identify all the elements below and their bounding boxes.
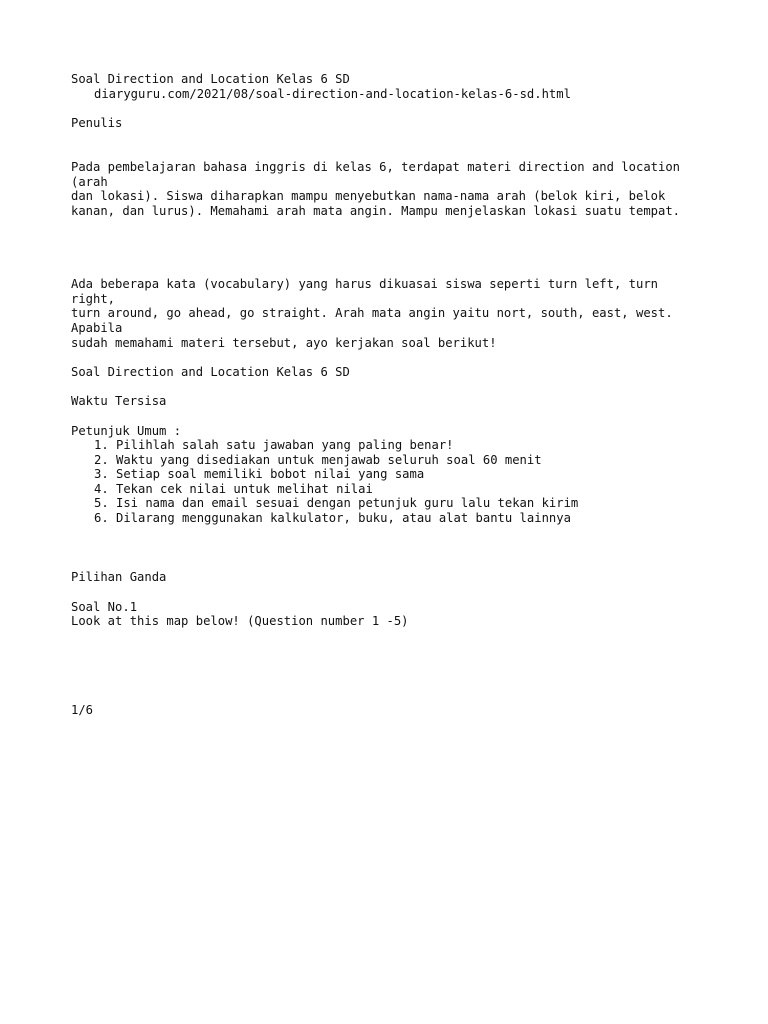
page-indicator: 1/6: [71, 703, 94, 717]
list-item: 4. Tekan cek nilai untuk melihat nilai: [116, 482, 578, 497]
vocab-paragraph-line: Ada beberapa kata (vocabulary) yang harus dikuasai siswa seperti turn left, turn: [71, 277, 658, 291]
vocab-paragraph-line: Apabila: [71, 321, 123, 335]
list-item: 6. Dilarang menggunakan kalkulator, buku, atau alat bantu lainnya: [116, 511, 578, 526]
document-title: Soal Direction and Location Kelas 6 SD: [71, 72, 350, 86]
list-item: 1. Pilihlah salah satu jawaban yang paling benar!: [116, 438, 578, 453]
vocab-paragraph-line: turn around, go ahead, go straight. Arah mata angin yaitu nort, south, east, west.: [71, 306, 673, 320]
author-label: Penulis: [71, 116, 123, 130]
intro-paragraph-line: (arah: [71, 175, 108, 189]
list-item: 5. Isi nama dan email sesuai dengan petunjuk guru lalu tekan kirim: [116, 496, 578, 511]
intro-paragraph-line: dan lokasi). Siswa diharapkan mampu menyebutkan nama-nama arah (belok kiri, belok: [71, 189, 666, 203]
vocab-paragraph-line: right,: [71, 292, 116, 306]
intro-paragraph-line: Pada pembelajaran bahasa inggris di kelas 6, terdapat materi direction and location: [71, 160, 681, 174]
question-text: Look at this map below! (Question number 1 -5): [71, 614, 409, 628]
time-left-label: Waktu Tersisa: [71, 394, 167, 408]
instructions-label: Petunjuk Umum :: [71, 424, 182, 438]
vocab-paragraph-line: sudah memahami materi tersebut, ayo kerjakan soal berikut!: [71, 336, 497, 350]
list-item: 3. Setiap soal memiliki bobot nilai yang sama: [116, 467, 578, 482]
quiz-title: Soal Direction and Location Kelas 6 SD: [71, 365, 350, 379]
list-item: 2. Waktu yang disediakan untuk menjawab seluruh soal 60 menit: [116, 453, 578, 468]
instructions-list: [71, 438, 578, 526]
section-label: Pilihan Ganda: [71, 570, 167, 584]
question-number: Soal No.1: [71, 600, 138, 614]
intro-paragraph-line: kanan, dan lurus). Memahami arah mata angin. Mampu menjelaskan lokasi suatu tempat.: [71, 204, 681, 218]
source-url: diaryguru.com/2021/08/soal-direction-and-location-kelas-6-sd.html: [94, 87, 571, 101]
